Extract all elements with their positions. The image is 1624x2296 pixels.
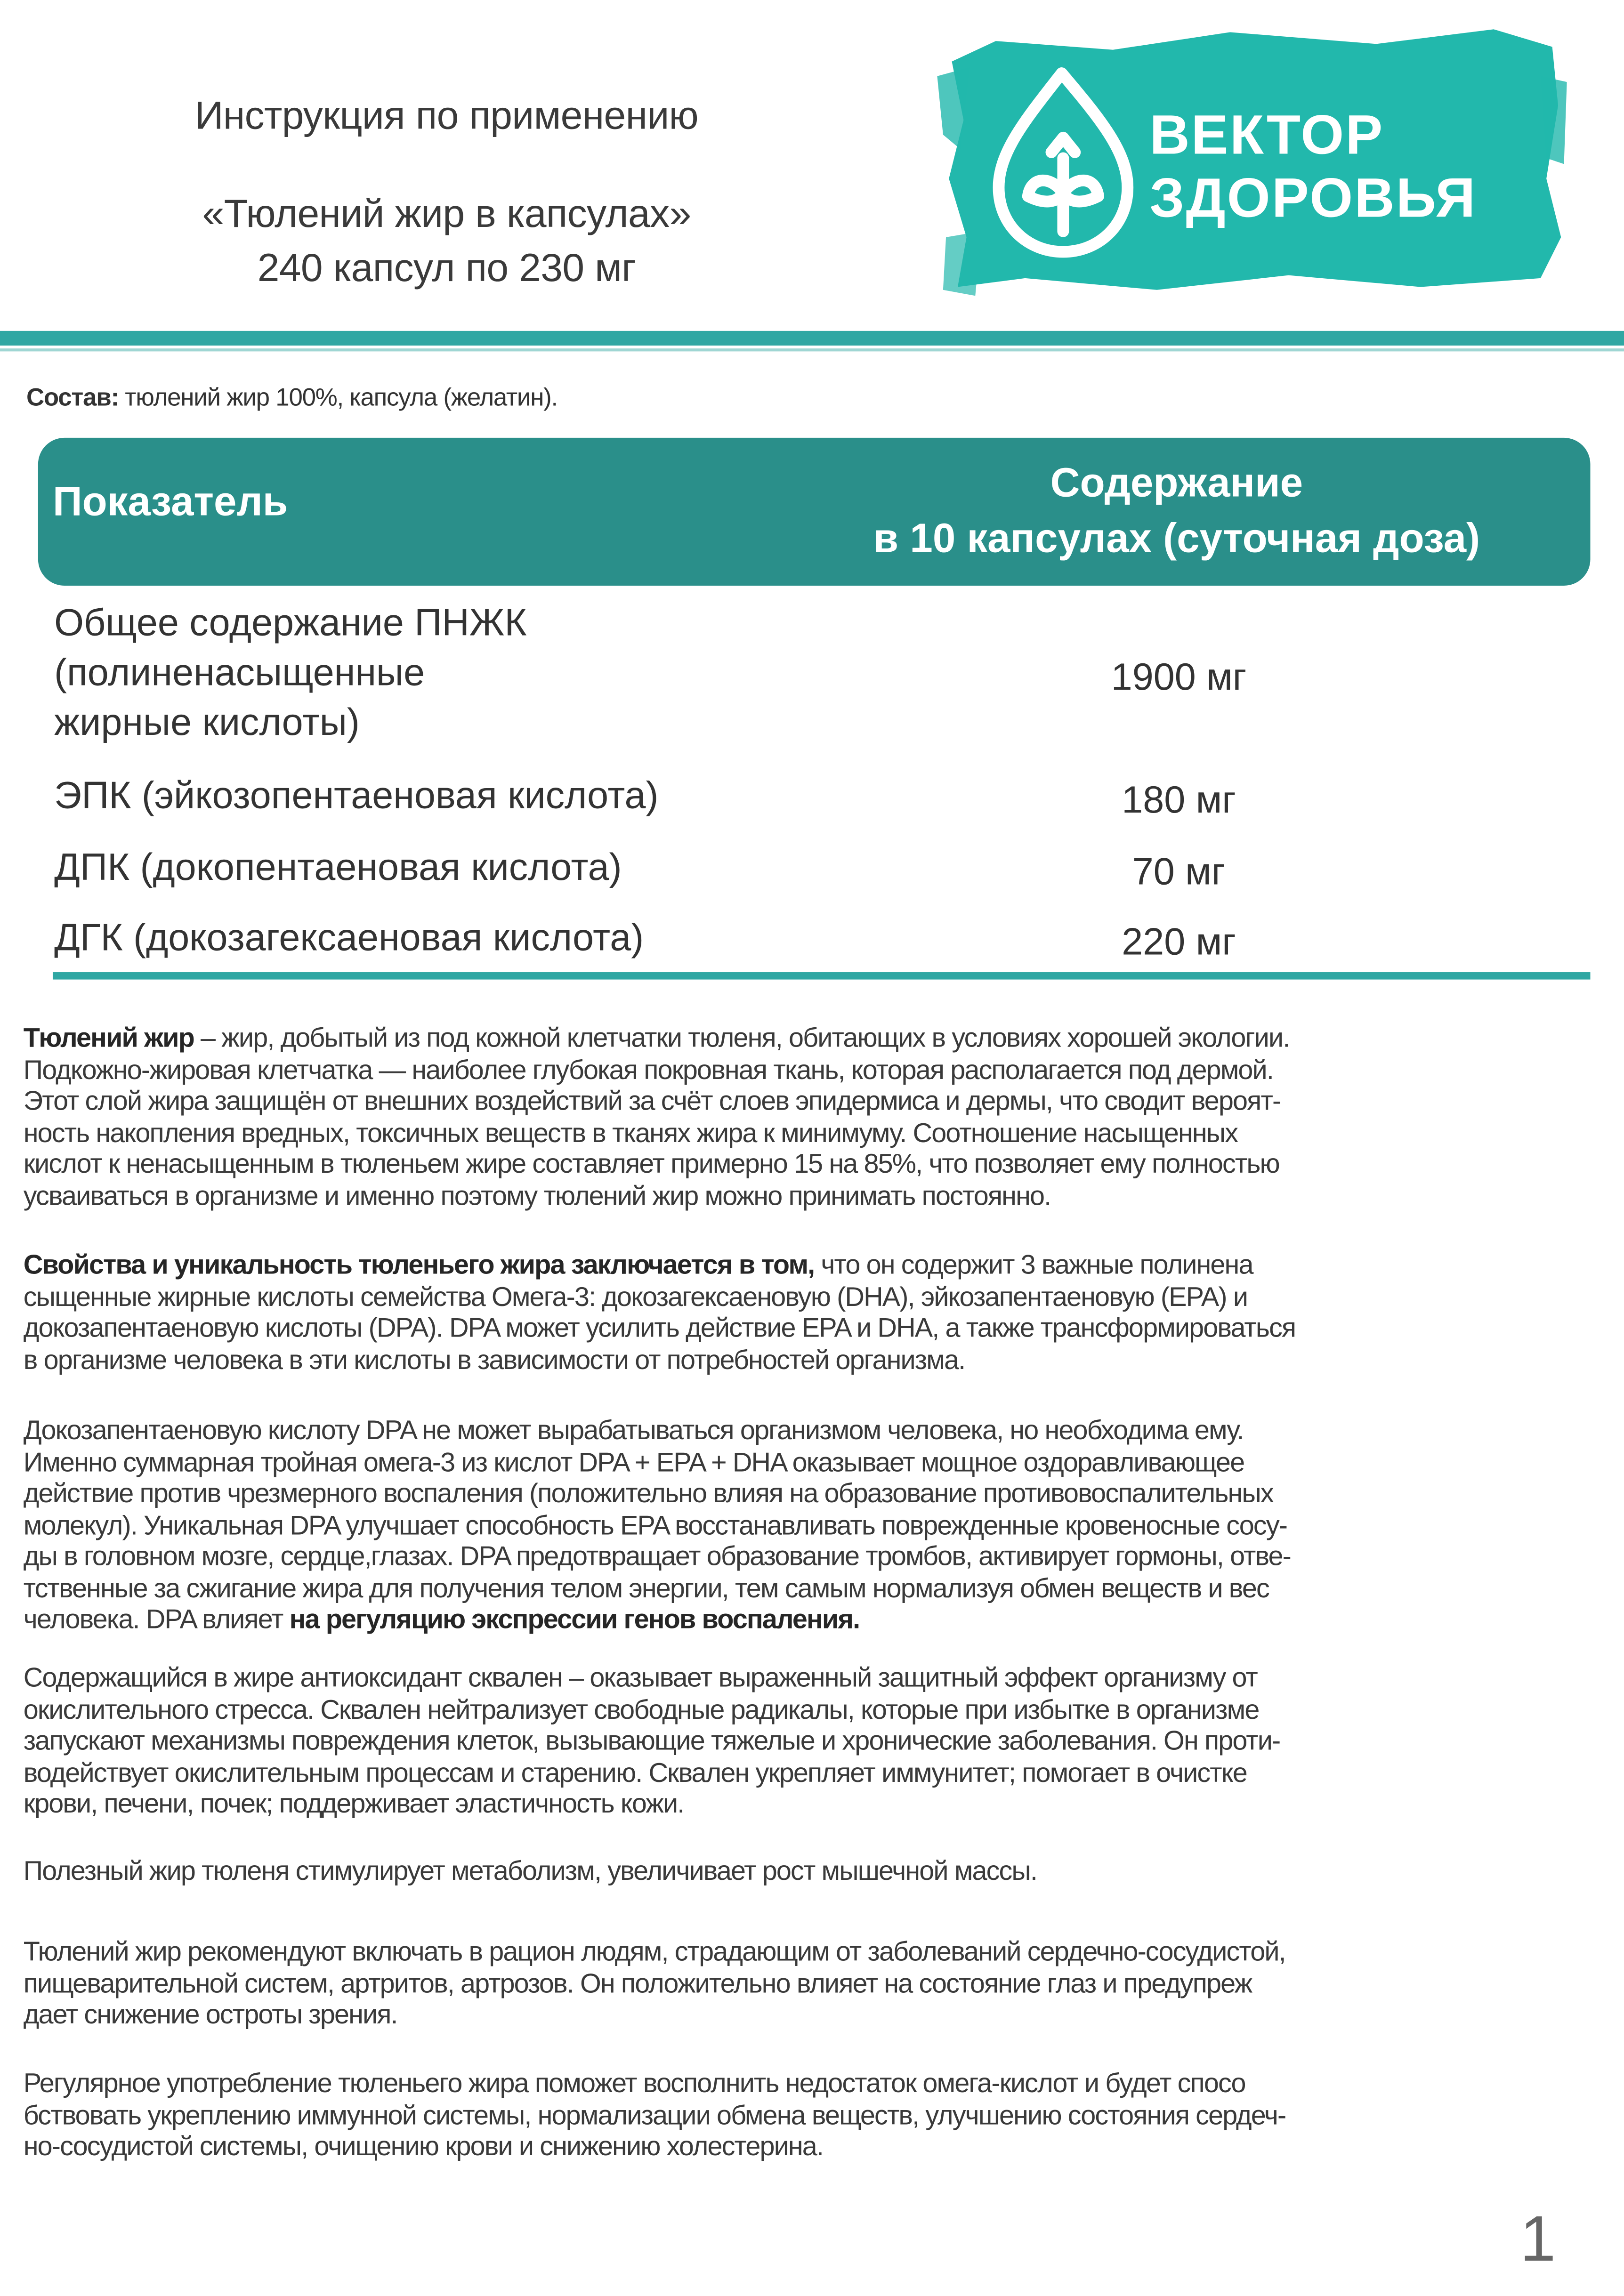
paragraph-line: Содержащийся в жире антиоксидант сквален – оказывает выраженный защитный эффект организму от — [23, 1661, 1257, 1693]
paragraph-line: пищеварительной систем, артритов, артрозов. Он положительно влияет на состояние глаз и предупреж — [23, 1967, 1252, 1998]
paragraph-dpa — [24, 1414, 1599, 1635]
table-header-content-line1: Содержание — [1050, 459, 1303, 505]
paragraph-line: Подкожно-жировая клетчатка — наиболее глубокая покровная ткань, которая располагается под дермой. — [23, 1053, 1273, 1084]
paragraph-line: ды в головном мозге, сердце,глазах. DPA предотвращает образование тромбов, активирует гормоны, отве- — [23, 1540, 1291, 1571]
paragraph-lead-bold: Свойства и уникальность тюленьего жира заключается в том, — [23, 1249, 815, 1280]
table-row-dpa-value: 70 мг — [1132, 849, 1226, 894]
paragraph-seal-fat — [24, 1022, 1599, 1211]
paragraph-line: тственные за сжигание жира для получения телом энергии, тем самым нормализуя обмен веществ и вес — [23, 1571, 1269, 1603]
paragraph-line: молекул). Уникальная DPA улучшает способность EPA восстанавливать поврежденные кровеносные сосу- — [23, 1508, 1287, 1540]
paragraph-properties — [24, 1249, 1599, 1375]
logo-text-line2: ЗДОРОВЬЯ — [1149, 168, 1477, 230]
paragraph-line: дает снижение остроты зрения. — [23, 1998, 397, 2030]
paragraph-line: Тюлений жир рекомендуют включать в рацион людям, страдающим от заболеваний сердечно-сосудистой, — [23, 1935, 1285, 1966]
paragraph-line: кислот к ненасыщенным в тюленьем жире составляет примерно 15 на 85%, что позволяет ему полностью — [23, 1148, 1279, 1179]
paragraph-tail-bold: на регуляцию экспрессии генов воспаления. — [289, 1603, 860, 1634]
table-row-epa-name: ЭПК (эйкозопентаеновая кислота) — [54, 773, 659, 817]
page-number: 1 — [1520, 2203, 1556, 2275]
paragraph-line: ность накопления вредных, токсичных веществ в тканях жира к минимуму. Соотношение насыщенных — [23, 1116, 1238, 1147]
table-row-name-line: жирные кислоты) — [54, 700, 360, 744]
header-divider-thin — [0, 348, 1624, 351]
paragraph-line: окислительного стресса. Сквален нейтрализует свободные радикалы, которые при избытке в организме — [23, 1693, 1259, 1724]
title-line-3: 240 капсул по 230 мг — [257, 246, 636, 290]
paragraph-line: крови, печени, почек; поддерживает эластичность кожи. — [23, 1788, 684, 1819]
table-row-dha-value: 220 мг — [1122, 919, 1236, 964]
paragraph-squalene — [24, 1662, 1599, 1819]
paragraph-metabolism — [24, 1855, 1599, 1886]
paragraph-recommendation — [24, 1935, 1599, 2030]
paragraph-line: что он содержит 3 важные полинена — [814, 1249, 1253, 1280]
paragraph-line: действие против чрезмерного воспаления (положительно влияя на образование противовоспалительных — [23, 1477, 1273, 1508]
paragraph-line: – жир, добытый из под кожной клетчатки тюленя, обитающих в условиях хорошей экологии. — [194, 1022, 1290, 1053]
table-row-epa-value: 180 мг — [1122, 777, 1236, 822]
paragraph-line: Этот слой жира защищён от внешних воздействий за счёт слоев эпидермиса и дермы, что сводит вероят- — [23, 1085, 1281, 1116]
paragraph-line: Именно суммарная тройная омега-3 из кислот DPA + EPA + DHA оказывает мощное оздоравливающее — [23, 1446, 1244, 1477]
header-divider — [0, 331, 1624, 346]
table-row-pufa-name — [54, 597, 527, 747]
table-header — [38, 438, 1591, 586]
paragraph-regular-use — [24, 2067, 1599, 2162]
paragraph-line: Докозапентаеновую кислоту DPA не может вырабатываться организмом человека, но необходима ему. — [23, 1414, 1244, 1445]
table-row-dha-name: ДГК (докозагексаеновая кислота) — [54, 915, 644, 959]
title-line-1: Инструкция по применению — [195, 94, 698, 138]
paragraph-line: Полезный жир тюленя стимулирует метаболизм, увеличивает рост мышечной массы. — [23, 1855, 1037, 1886]
paragraph-line: докозапентаеновую кислоты (DPA). DPA может усилить действие EPA и DHA, а также трансформироваться — [23, 1312, 1296, 1343]
paragraph-line: но-сосудистой системы, очищению крови и снижению холестерина. — [23, 2130, 824, 2161]
paragraph-line: усваиваться в организме и именно поэтому тюлений жир можно принимать постоянно. — [23, 1179, 1051, 1210]
paragraph-line: бствовать укреплению иммунной системы, нормализации обмена веществ, улучшению состояния сердеч- — [23, 2099, 1286, 2130]
table-row-pufa-value: 1900 мг — [1111, 654, 1247, 699]
paragraph-line: Регулярное употребление тюленьего жира поможет восполнить недостаток омега-кислот и будет спосо — [23, 2067, 1245, 2098]
table-header-content — [777, 455, 1576, 566]
brand-logo — [937, 17, 1567, 298]
title-line-2: «Тюлений жир в капсулах» — [202, 192, 691, 236]
table-header-content-line2: в 10 капсулах (суточная доза) — [873, 515, 1480, 561]
composition-line — [26, 384, 557, 413]
table-bottom-divider — [53, 972, 1591, 980]
paragraph-line: сыщенные жирные кислоты семейства Омега-3: докозагексаеновую (DHA), эйкозапентаеновую (EPA) и — [23, 1280, 1248, 1312]
composition-label: Состав: — [26, 383, 119, 411]
table-header-parameter: Показатель — [52, 478, 288, 524]
paragraph-line: запускают механизмы повреждения клеток, вызывающие тяжелые и хронические заболевания. Он проти- — [23, 1724, 1280, 1756]
paragraph-line: водействует окислительным процессам и старению. Сквален укрепляет иммунитет; помогает в очистке — [23, 1756, 1247, 1787]
table-row-dpa-name: ДПК (докопентаеновая кислота) — [54, 845, 622, 889]
composition-text: тюлений жир 100%, капсула (желатин). — [118, 383, 557, 411]
table-row-name-line: (полиненасыщенные — [54, 650, 425, 694]
paragraph-line: человека. DPA влияет — [23, 1603, 290, 1634]
paragraph-lead-bold: Тюлений жир — [23, 1022, 194, 1053]
logo-text-line1: ВЕКТОР — [1149, 105, 1384, 167]
paragraph-line: в организме человека в эти кислоты в зависимости от потребностей организма. — [23, 1343, 965, 1374]
table-row-name-line: Общее содержание ПНЖК — [54, 600, 527, 644]
